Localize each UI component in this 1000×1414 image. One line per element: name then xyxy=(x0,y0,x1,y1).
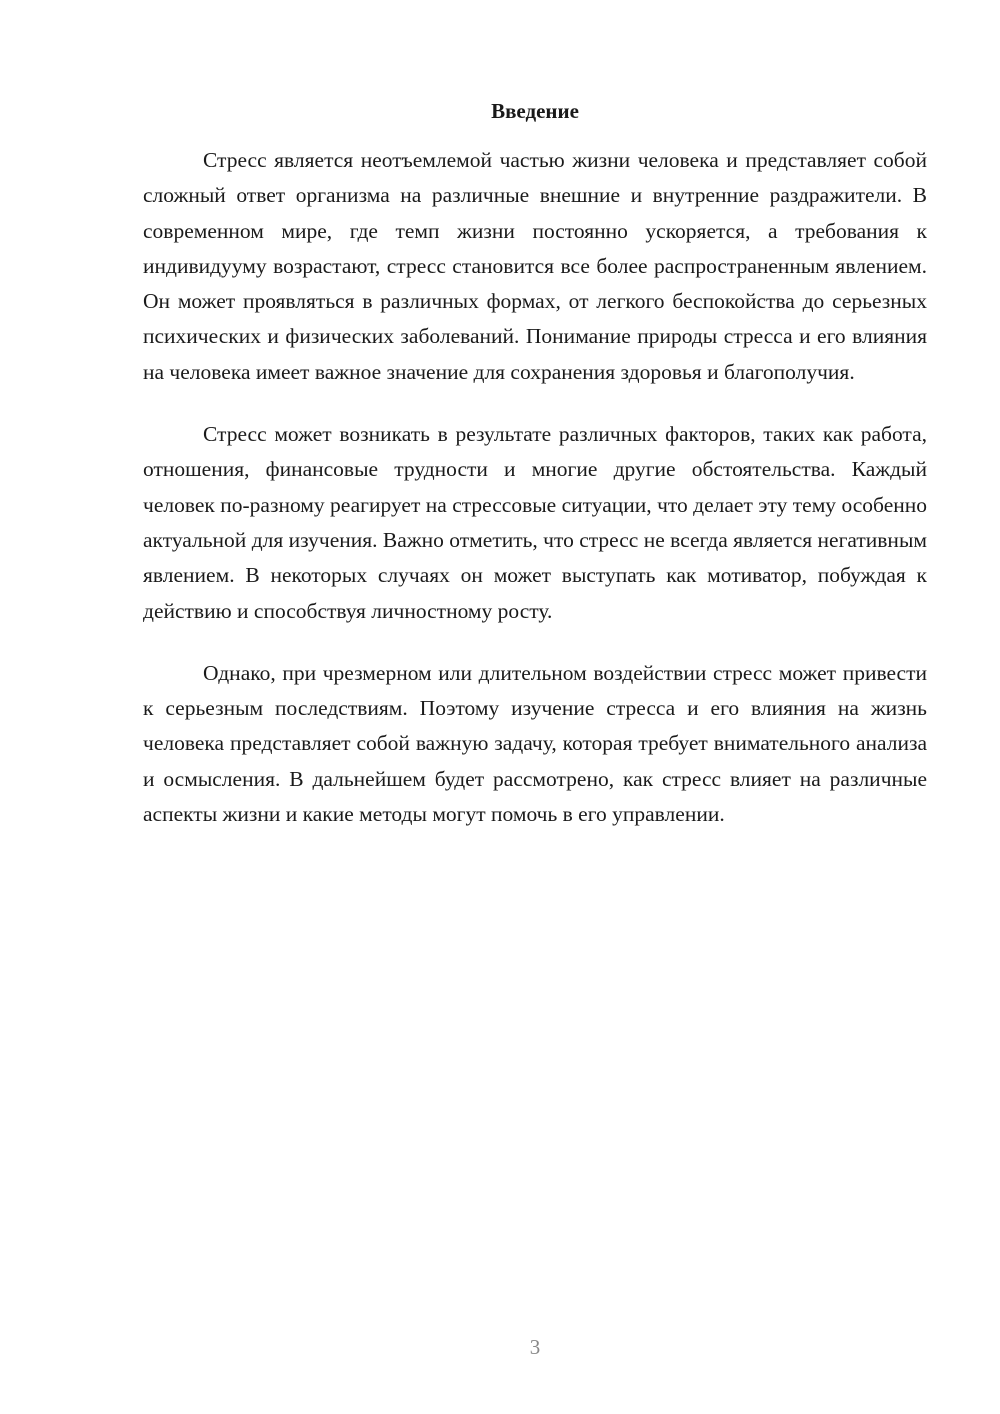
section-title: Введение xyxy=(491,99,579,123)
paragraph-1: Стресс является неотъемлемой частью жизни человека и представляет собой сложный ответ организма на различные внешние и внутренние раздражители. В современном мире, где темп жизни постоянно ускоряется, а требования к индивидууму возрастают, стресс становится все более распространенным явлением. Он может проявляться в различных формах, от легкого беспокойства до серьезных психических и физических заболеваний. Понимание природы стресса и его влияния на человека имеет важное значение для сохранения здоровья и благополучия. xyxy=(143,148,927,384)
paragraph-2: Стресс может возникать в результате различных факторов, таких как работа, отношения, финансовые трудности и многие другие обстоятельства. Каждый человек по-разному реагирует на стрессовые ситуации, что делает эту тему особенно актуальной для изучения. Важно отметить, что стресс не всегда является негативным явлением. В некоторых случаях он может выступать как мотиватор, побуждая к действию и способствуя личностному росту. xyxy=(143,422,927,623)
page-number: 3 xyxy=(529,1335,541,1359)
body-text xyxy=(143,143,927,832)
paragraph-3: Однако, при чрезмерном или длительном воздействии стресс может привести к серьезным последствиям. Поэтому изучение стресса и его влияния на жизнь человека представляет собой важную задачу, которая требует внимательного анализа и осмысления. В дальнейшем будет рассмотрено, как стресс влияет на различные аспекты жизни и какие методы могут помочь в его управлении. xyxy=(143,660,927,827)
